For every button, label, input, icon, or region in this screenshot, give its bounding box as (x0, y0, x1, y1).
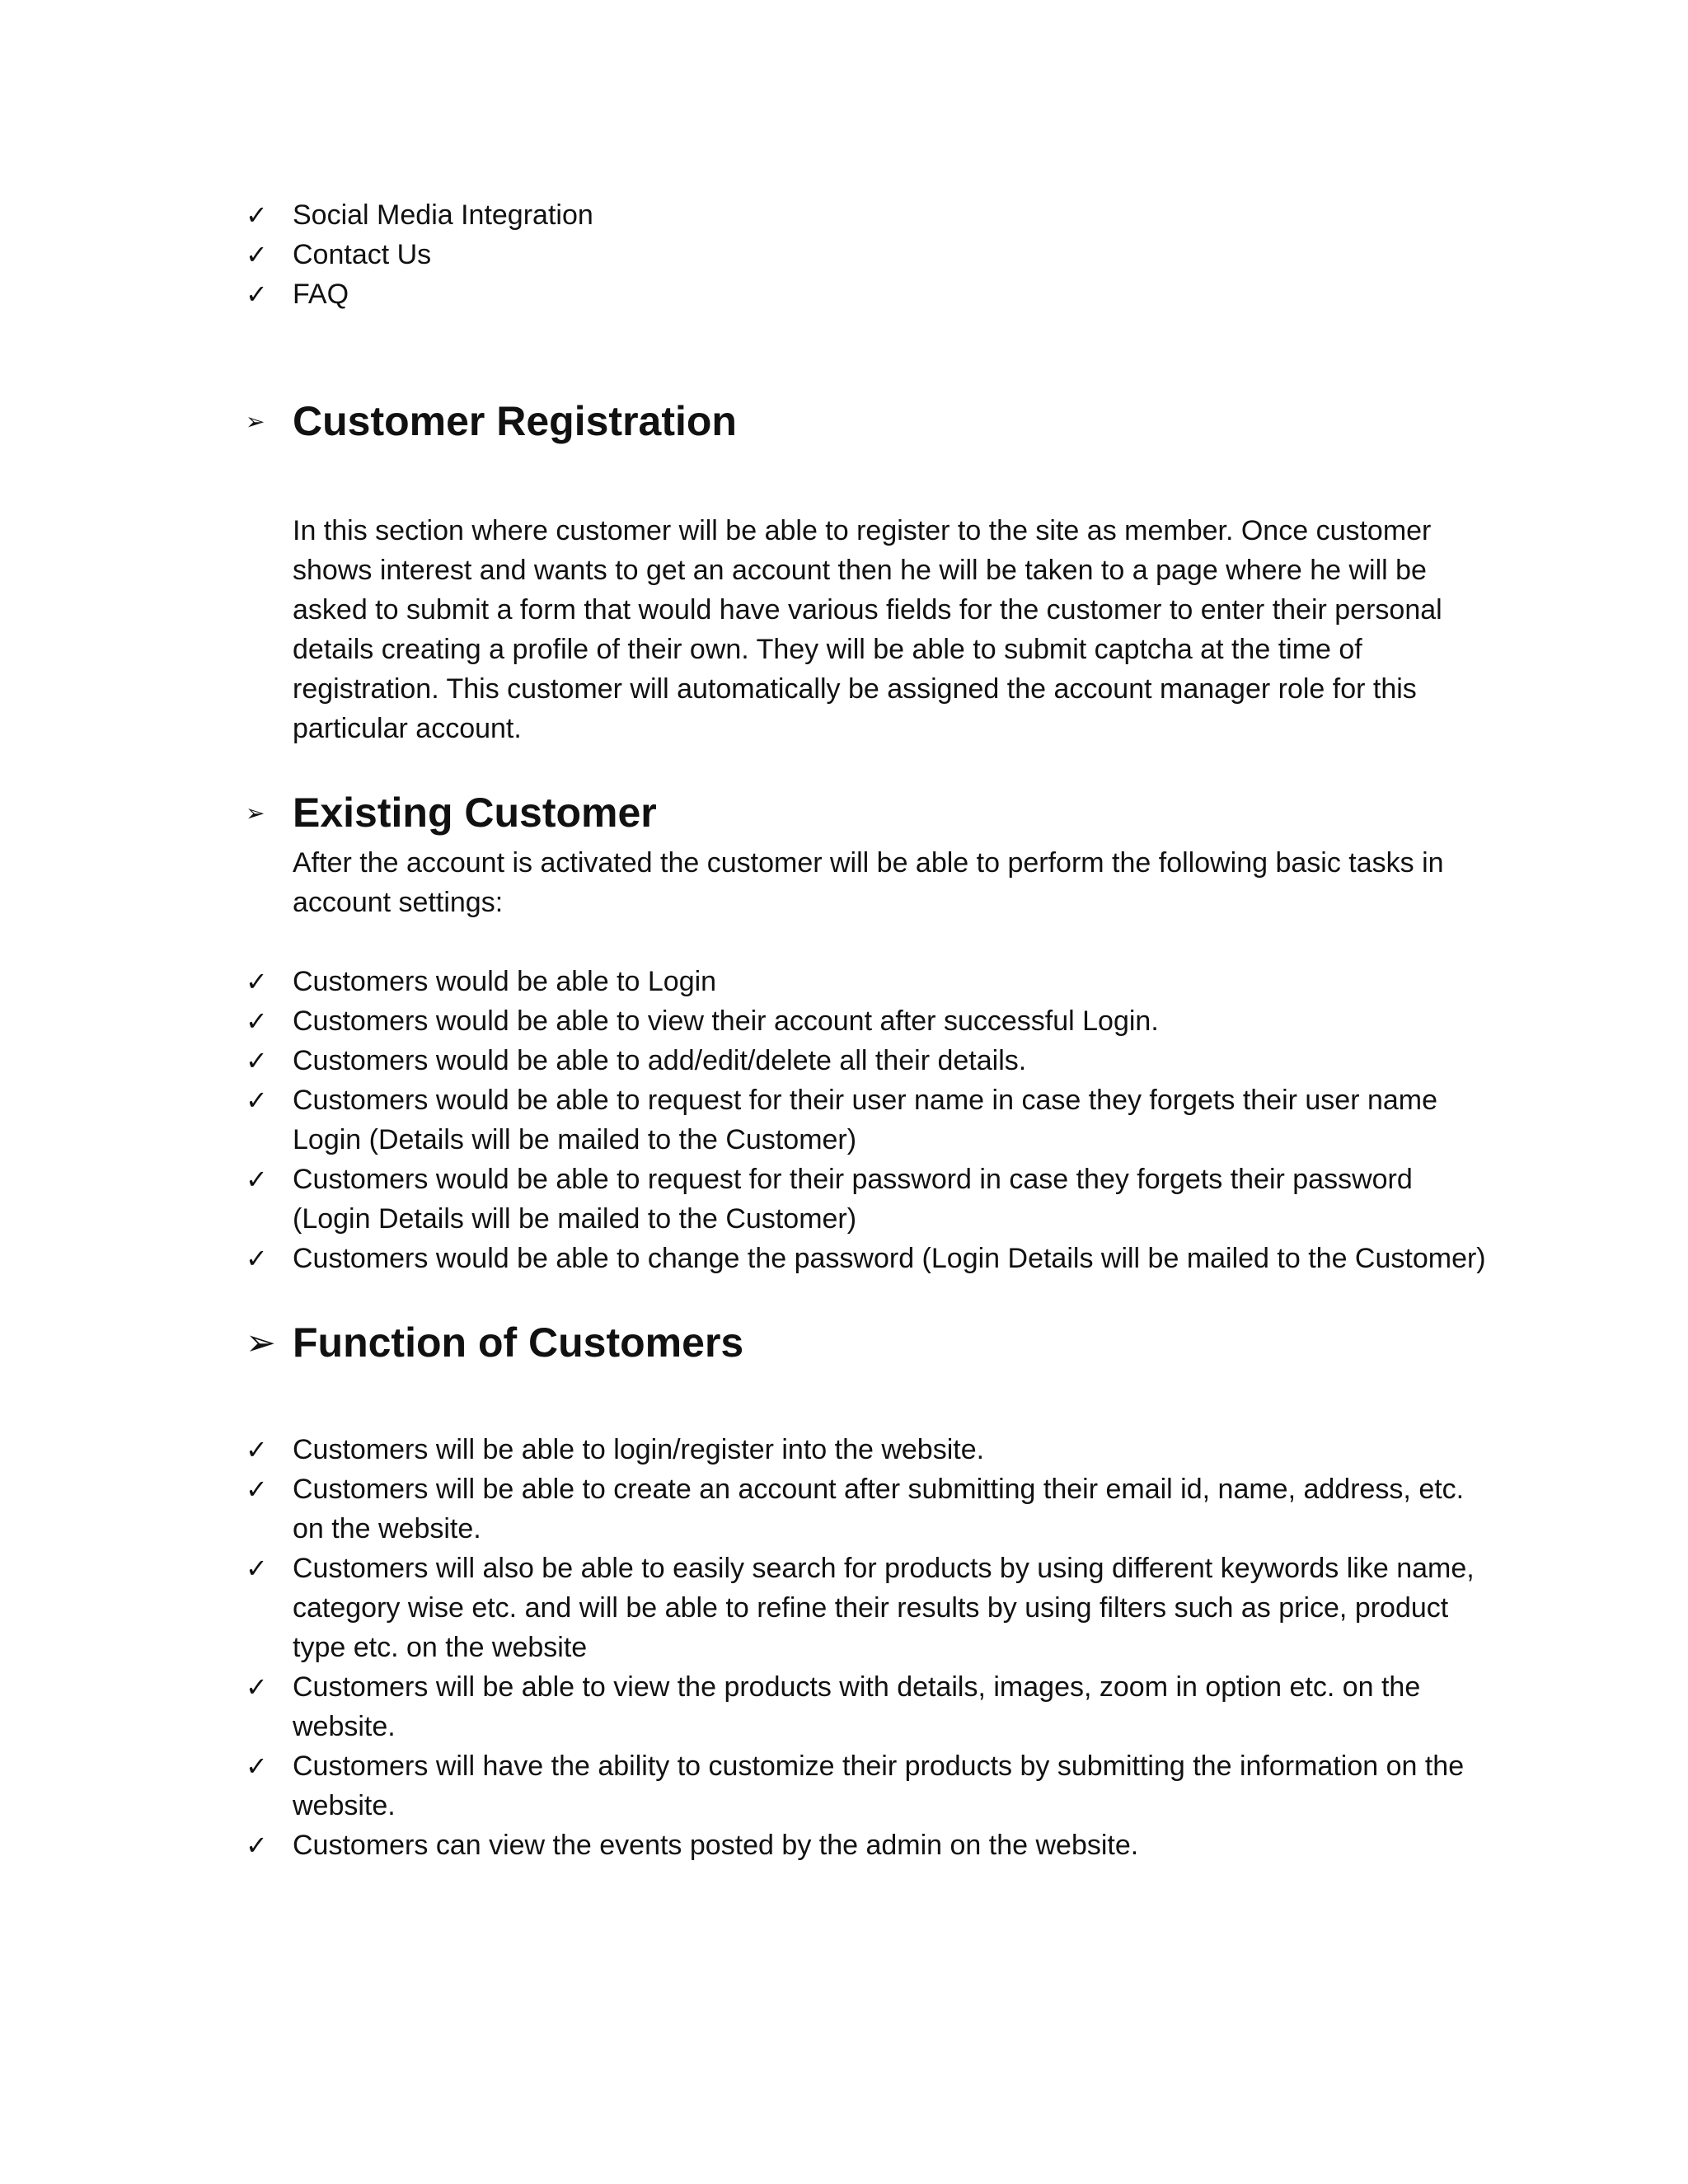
checkmark-icon: ✓ (246, 966, 268, 997)
checkmark-icon: ✓ (246, 199, 268, 231)
section-heading-existing (246, 785, 1498, 843)
list-item-text: FAQ (293, 279, 349, 310)
checkmark-icon: ✓ (246, 1243, 268, 1274)
list-item-text: Customers would be able to request for their user name in case they forgets their user name Login (Details will be mailed to the Customer) (293, 1085, 1438, 1155)
list-item-text: Customers would be able to view their account after successful Login. (293, 1005, 1159, 1037)
checkmark-icon: ✓ (246, 1164, 268, 1195)
list-item-text: Customers would be able to add/edit/delete all their details. (293, 1045, 1027, 1076)
checkmark-icon: ✓ (246, 239, 268, 270)
list-item-text: Customers would be able to change the password (Login Details will be mailed to the Customer) (293, 1243, 1486, 1274)
list-item-text: Social Media Integration (293, 199, 593, 231)
existing-paragraph: After the account is activated the customer will be able to perform the following basic tasks in account settings: (293, 847, 1444, 918)
checkmark-icon: ✓ (246, 1474, 268, 1505)
checkmark-icon: ✓ (246, 1671, 268, 1703)
checkmark-icon: ✓ (246, 1005, 268, 1037)
checkmark-icon: ✓ (246, 1045, 268, 1076)
arrow-bullet-icon: ➢ (246, 799, 265, 827)
checkmark-icon: ✓ (246, 1085, 268, 1116)
registration-paragraph: In this section where customer will be able to register to the site as member. Once customer shows interest and wants to get an account then he will be taken to a page where he will be asked to submit a form that would have various fields for the customer to enter their personal details creating a profile of their own. They will be able to submit captcha at the time of registration. This customer will automatically be assigned the account manager role for this particular account. (293, 515, 1442, 744)
list-item-text: Customers will have the ability to customize their products by submitting the information on the website. (293, 1750, 1465, 1821)
list-item-text: Customers would be able to request for their password in case they forgets their password (Login Details will be mailed to the Customer) (293, 1164, 1413, 1235)
arrow-bullet-icon: ➢ (246, 408, 265, 435)
section-title: Customer Registration (293, 398, 737, 444)
checkmark-icon: ✓ (246, 1434, 268, 1465)
list-item-text: Customers would be able to Login (293, 966, 717, 997)
section-heading-registration (246, 394, 1498, 452)
section-title: Function of Customers (293, 1319, 744, 1366)
list-item-text: Customers will also be able to easily search for products by using different keywords like name, category wise etc. and will be able to refine their results by using filters such as price, product type etc. on the website (293, 1553, 1475, 1663)
arrow-bullet-icon: ➢ (246, 1322, 276, 1364)
checkmark-icon: ✓ (246, 1553, 268, 1584)
checkmark-icon: ✓ (246, 1830, 268, 1861)
list-item-text: Customers will be able to login/register into the website. (293, 1434, 985, 1465)
list-item-text: Contact Us (293, 239, 432, 270)
section-title: Existing Customer (293, 790, 657, 836)
checkmark-icon: ✓ (246, 1750, 268, 1782)
section-heading-functions (246, 1315, 1498, 1373)
checkmark-icon: ✓ (246, 279, 268, 310)
list-item-text: Customers will be able to create an account after submitting their email id, name, address, etc. on the website. (293, 1474, 1465, 1544)
list-item-text: Customers will be able to view the products with details, images, zoom in option etc. on the website. (293, 1671, 1421, 1742)
list-item-text: Customers can view the events posted by the admin on the website. (293, 1830, 1139, 1861)
